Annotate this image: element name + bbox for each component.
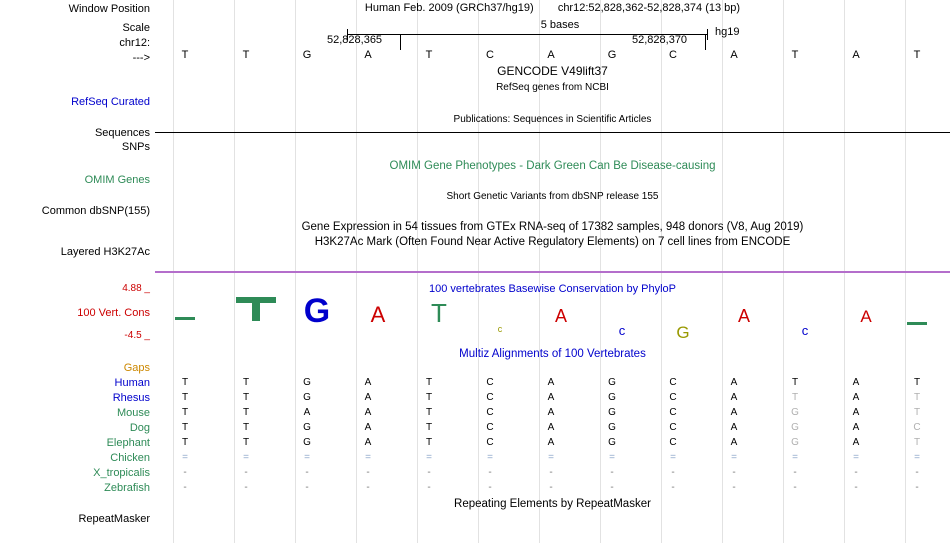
align-base: = — [365, 452, 371, 463]
seq-base: G — [302, 49, 312, 61]
label-common-dbsnp[interactable]: Common dbSNP(155) — [41, 205, 150, 217]
align-base: - — [732, 467, 736, 478]
cons-min-value: -4.5 _ — [124, 330, 150, 341]
align-base: T — [181, 377, 189, 388]
phylop-letter-glyphs — [155, 295, 950, 345]
seq-base: T — [425, 49, 433, 61]
align-base: T — [425, 422, 433, 433]
align-base: - — [366, 467, 370, 478]
align-base: G — [608, 437, 616, 448]
seq-base: G — [607, 49, 617, 61]
omim-track-title[interactable]: OMIM Gene Phenotypes - Dark Green Can Be Disease-causing — [389, 160, 716, 172]
align-base: - — [183, 482, 187, 493]
align-base: G — [608, 392, 616, 403]
align-base: A — [303, 407, 311, 418]
align-base: A — [547, 422, 555, 433]
svg-text:T: T — [431, 298, 447, 328]
align-base: C — [913, 422, 921, 433]
label-species-dog[interactable]: Dog — [129, 422, 150, 434]
align-base: T — [425, 407, 433, 418]
label-species-rhesus[interactable]: Rhesus — [112, 392, 150, 404]
align-base: A — [730, 437, 738, 448]
align-base: C — [486, 407, 494, 418]
coordinate-range: chr12:52,828,362-52,828,374 (13 bp) — [557, 2, 741, 14]
align-base: = — [914, 452, 920, 463]
align-base: C — [669, 407, 677, 418]
svg-text:c: c — [497, 324, 503, 334]
label-gaps[interactable]: Gaps — [123, 362, 150, 374]
align-base: G — [608, 377, 616, 388]
window-position-title — [155, 2, 950, 14]
align-base: = — [731, 452, 737, 463]
label-window-position: Window Position — [68, 3, 150, 15]
align-base: T — [181, 392, 189, 403]
svg-text:G: G — [303, 295, 331, 330]
seq-base: T — [242, 49, 250, 61]
sequence-base-row — [155, 49, 950, 63]
align-base: = — [426, 452, 432, 463]
align-base: - — [427, 467, 431, 478]
alignment-row-mouse — [155, 407, 950, 420]
assembly-short-name: hg19 — [715, 26, 740, 38]
align-base: G — [608, 407, 616, 418]
align-base: C — [669, 422, 677, 433]
svg-text:A: A — [860, 307, 872, 326]
align-base: - — [427, 482, 431, 493]
refseq-track-subtitle[interactable]: RefSeq genes from NCBI — [496, 82, 609, 93]
coord-left-value: 52,828,365 — [327, 34, 383, 46]
label-species-zebrafish[interactable]: Zebrafish — [104, 482, 150, 494]
seq-base: A — [364, 49, 372, 61]
align-base: T — [425, 377, 433, 388]
align-base: A — [852, 422, 860, 433]
seq-base: A — [547, 49, 555, 61]
align-base: = — [609, 452, 615, 463]
align-base: - — [610, 482, 614, 493]
align-base: A — [852, 437, 860, 448]
align-base: A — [730, 422, 738, 433]
svg-text:c: c — [618, 323, 626, 338]
seq-base: A — [852, 49, 860, 61]
align-base: - — [915, 482, 919, 493]
align-base: T — [181, 422, 189, 433]
scale-bar-text: 5 bases — [540, 19, 580, 31]
alignment-row-rhesus — [155, 392, 950, 405]
align-base: = — [853, 452, 859, 463]
align-base: A — [852, 407, 860, 418]
align-base: G — [791, 437, 799, 448]
align-base: T — [425, 392, 433, 403]
align-base: T — [242, 377, 250, 388]
align-base: - — [488, 482, 492, 493]
align-base: - — [854, 467, 858, 478]
align-base: A — [547, 437, 555, 448]
coord-right-value: 52,828,370 — [632, 34, 688, 46]
align-base: C — [486, 377, 494, 388]
align-base: A — [364, 392, 372, 403]
conservation-plot[interactable] — [155, 295, 950, 345]
alignment-row-zebrafish — [155, 482, 950, 495]
label-omim-genes[interactable]: OMIM Genes — [84, 174, 150, 186]
publications-track-title[interactable]: Publications: Sequences in Scientific Articles — [453, 114, 652, 125]
dbsnp-track-title[interactable]: Short Genetic Variants from dbSNP release 155 — [446, 191, 659, 202]
align-base: C — [486, 392, 494, 403]
align-base: T — [425, 437, 433, 448]
align-base: A — [547, 392, 555, 403]
align-base: C — [669, 437, 677, 448]
align-base: T — [181, 407, 189, 418]
align-base: A — [364, 437, 372, 448]
alignment-row-x-tropicalis — [155, 467, 950, 480]
align-base: - — [732, 482, 736, 493]
alignment-row-human — [155, 377, 950, 390]
gtex-track-title[interactable]: Gene Expression in 54 tissues from GTEx RNA-seq of 17382 samples, 948 donors (V8, Aug 2019) — [301, 221, 804, 233]
label-species-human[interactable]: Human — [114, 377, 150, 389]
repeatmasker-track-title[interactable]: Repeating Elements by RepeatMasker — [454, 498, 651, 510]
align-base: - — [366, 482, 370, 493]
svg-text:G: G — [676, 323, 690, 342]
align-base: T — [913, 392, 921, 403]
align-base: = — [548, 452, 554, 463]
label-species-x-tropicalis[interactable]: X_tropicalis — [93, 467, 150, 479]
align-base: A — [364, 407, 372, 418]
label-species-chicken[interactable]: Chicken — [110, 452, 150, 464]
align-base: G — [791, 422, 799, 433]
label-strand-arrow: ---> — [132, 52, 150, 64]
label-snps[interactable]: SNPs — [121, 141, 150, 153]
align-base: A — [852, 377, 860, 388]
align-base: C — [486, 422, 494, 433]
align-base: - — [793, 467, 797, 478]
align-base: - — [305, 482, 309, 493]
label-scale: Scale — [122, 22, 150, 34]
align-base: G — [303, 422, 311, 433]
align-base: T — [242, 422, 250, 433]
cons-max-value: 4.88 _ — [122, 283, 150, 294]
label-sequences[interactable]: Sequences — [94, 127, 150, 139]
alignment-row-elephant — [155, 437, 950, 450]
multiz-track-title[interactable]: Multiz Alignments of 100 Vertebrates — [459, 348, 646, 360]
align-base: - — [671, 482, 675, 493]
align-base: = — [304, 452, 310, 463]
align-base: A — [730, 392, 738, 403]
track-label-column — [0, 0, 155, 543]
align-base: A — [852, 392, 860, 403]
align-base: T — [791, 392, 799, 403]
seq-base: T — [913, 49, 921, 61]
assembly-name: Human Feb. 2009 (GRCh37/hg19) — [364, 2, 534, 14]
align-base: - — [488, 467, 492, 478]
align-base: A — [364, 377, 372, 388]
align-base: T — [913, 377, 921, 388]
align-base: A — [547, 407, 555, 418]
label-species-mouse[interactable]: Mouse — [116, 407, 150, 419]
seq-base: T — [791, 49, 799, 61]
align-base: = — [792, 452, 798, 463]
alignment-row-chicken — [155, 452, 950, 465]
align-base: - — [549, 467, 553, 478]
align-base: - — [793, 482, 797, 493]
h3k27ac-track-title[interactable]: H3K27Ac Mark (Often Found Near Active Regulatory Elements) on 7 cell lines from ENCODE — [314, 236, 791, 248]
gencode-track-title[interactable]: GENCODE V49lift37 — [497, 64, 608, 78]
seq-base: C — [669, 49, 677, 61]
label-species-elephant[interactable]: Elephant — [106, 437, 150, 449]
label-chrom: chr12: — [119, 37, 150, 49]
align-base: C — [486, 437, 494, 448]
align-base: C — [669, 392, 677, 403]
align-base: = — [487, 452, 493, 463]
align-base: - — [549, 482, 553, 493]
label-layered-h3k27ac[interactable]: Layered H3K27Ac — [60, 246, 150, 258]
align-base: T — [242, 407, 250, 418]
align-base: - — [244, 467, 248, 478]
alignment-row-dog — [155, 422, 950, 435]
align-base: T — [791, 377, 799, 388]
conservation-track-title[interactable]: 100 vertebrates Basewise Conservation by PhyloP — [428, 283, 677, 295]
svg-text:A: A — [737, 306, 751, 326]
label-100-vert-cons[interactable]: 100 Vert. Cons — [77, 307, 150, 319]
svg-text:A: A — [370, 302, 386, 327]
svg-text:c: c — [801, 323, 809, 338]
align-base: T — [242, 392, 250, 403]
coordinate-row — [155, 34, 950, 50]
align-base: = — [182, 452, 188, 463]
align-base: - — [671, 467, 675, 478]
seq-base: C — [486, 49, 494, 61]
align-base: A — [730, 407, 738, 418]
align-base: T — [913, 407, 921, 418]
align-base: G — [303, 437, 311, 448]
align-base: A — [547, 377, 555, 388]
align-base: C — [669, 377, 677, 388]
align-base: - — [244, 482, 248, 493]
seq-base: T — [181, 49, 189, 61]
label-refseq-curated[interactable]: RefSeq Curated — [71, 96, 150, 108]
align-base: - — [610, 467, 614, 478]
label-repeatmasker[interactable]: RepeatMasker — [78, 513, 150, 525]
align-base: T — [242, 437, 250, 448]
align-base: A — [730, 377, 738, 388]
align-base: G — [608, 422, 616, 433]
align-base: - — [854, 482, 858, 493]
align-base: - — [183, 467, 187, 478]
align-base: T — [181, 437, 189, 448]
svg-text:A: A — [554, 306, 568, 326]
align-base: G — [791, 407, 799, 418]
align-base: A — [364, 422, 372, 433]
align-base: - — [915, 467, 919, 478]
track-area[interactable] — [155, 0, 950, 543]
seq-base: A — [730, 49, 738, 61]
align-base: T — [913, 437, 921, 448]
align-base: G — [303, 377, 311, 388]
align-base: G — [303, 392, 311, 403]
align-base: = — [670, 452, 676, 463]
align-base: - — [305, 467, 309, 478]
align-base: = — [243, 452, 249, 463]
